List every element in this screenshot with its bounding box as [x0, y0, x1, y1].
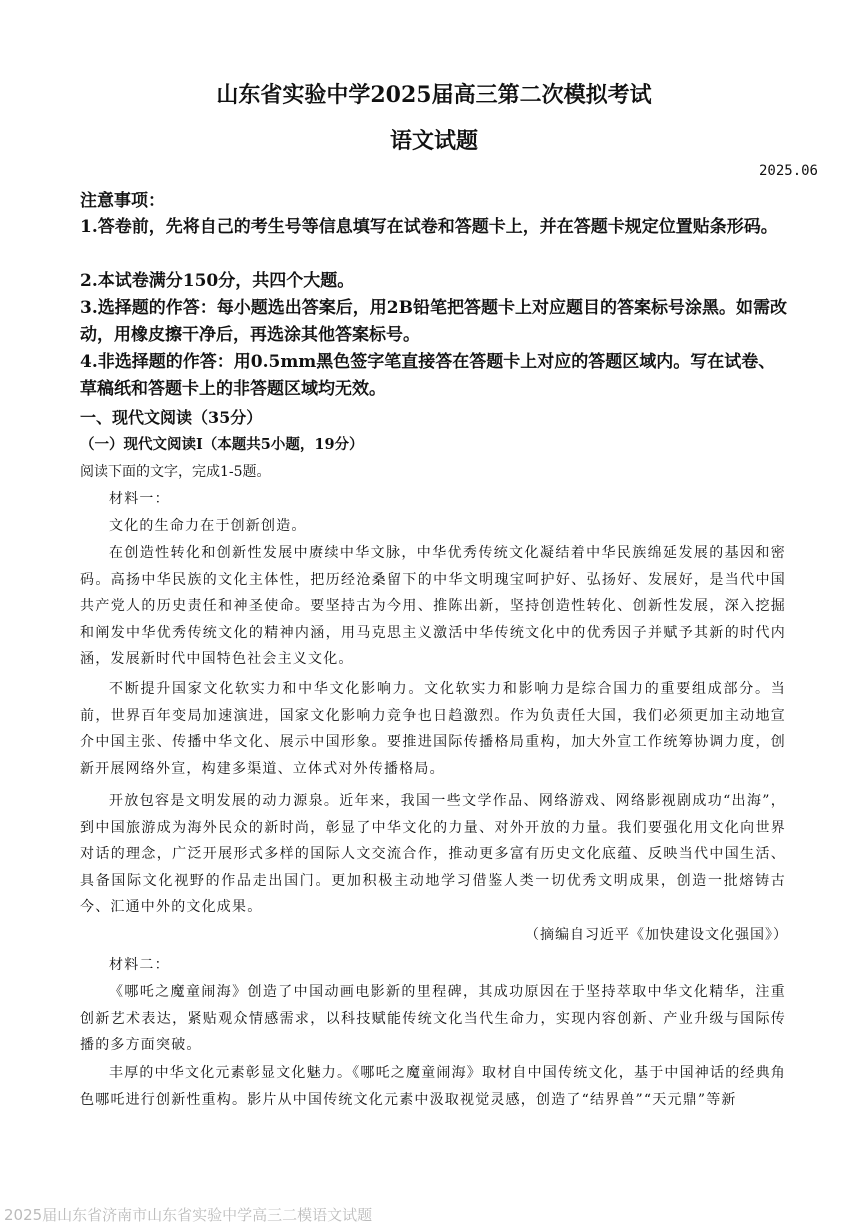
- exam-title: 山东省实验中学2025届高三第二次模拟考试: [216, 82, 652, 108]
- notice-heading: 注意事项：: [80, 191, 165, 211]
- paragraph: 不断提升国家文化软实力和中华文化影响力。文化软实力和影响力是综合国力的重要组成部分。当前，世界百年变局加速演进，国家文化影响力竞争也日趋激烈。作为负责任大国，我们必须更加主动地宣介中国主张、传播中华文化、展示中国形象。要推进国际传播格局重构，加大外宣工作统筹协调力度，创新开展网络外宣，构建多渠道、立体式对外传播格局。: [80, 681, 786, 777]
- notice-item: 3.选择题的作答：每小题选出答案后，用2B铅笔把答题卡上对应题目的答案标号涂黑。如需改动，用橡皮擦干净后，再选涂其他答案标号。: [80, 298, 787, 345]
- paragraph: 在创造性转化和创新性发展中赓续中华文脉，中华优秀传统文化凝结着中华民族绵延发展的基因和密码。高扬中华民族的文化主体性，把历经沧桑留下的中华文明瑰宝呵护好、弘扬好、发展好，是当代中国共产党人的历史责任和神圣使命。要坚持古为今用、推陈出新，坚持创造性转化、创新性发展，深入挖掘和阐发中华优秀传统文化的精神内涵，用马克思主义激活中华传统文化中的优秀因子并赋予其新的时代内涵，发展新时代中国特色社会主义文化。: [80, 545, 786, 667]
- material-label: 材料一：: [109, 491, 170, 507]
- paragraph: 丰厚的中华文化元素彰显文化魅力。《哪吒之魔童闹海》取材自中国传统文化，基于中国神话的经典角色哪吒进行创新性重构。影片从中国传统文化元素中汲取视觉灵感，创造了“结界兽”“天元鼎”等新: [80, 1065, 786, 1108]
- notice-item: 1.答卷前，先将自己的考生号等信息填写在试卷和答题卡上，并在答题卡规定位置贴条形码。: [80, 217, 778, 237]
- notice-item: 4.非选择题的作答：用0.5mm黑色签字笔直接答在答题卡上对应的答题区域内。写在试卷、草稿纸和答题卡上的非答题区域均无效。: [80, 352, 776, 399]
- reading-instruction: 阅读下面的文字，完成1-5题。: [80, 464, 271, 480]
- exam-date: 2025.06: [758, 163, 818, 179]
- material-topic: 文化的生命力在于创新创造。: [109, 518, 307, 534]
- material-label: 材料二：: [109, 957, 170, 973]
- exam-subtitle: 语文试题: [389, 128, 478, 154]
- footer-watermark: 2025届山东省济南市山东省实验中学高三二模语文试题: [4, 1206, 373, 1224]
- paragraph: 开放包容是文明发展的动力源泉。近年来，我国一些文学作品、网络游戏、网络影视剧成功“出海”，到中国旅游成为海外民众的新时尚，彰显了中华文化的力量、对外开放的力量。我们要强化用文化向世界对话的理念，广泛开展形式多样的国际人文交流合作，推动更多富有历史文化底蕴、反映当代中国生活、具备国际文化视野的作品走出国门。更加积极主动地学习借鉴人类一切优秀文明成果，创造一批熔铸古今、汇通中外的文化成果。: [80, 793, 786, 915]
- notice-item: 2.本试卷满分150分，共四个大题。: [80, 271, 355, 291]
- paragraph: 《哪吒之魔童闹海》创造了中国动画电影新的里程碑，其成功原因在于坚持萃取中华文化精华，注重创新艺术表达，紧贴观众情感需求，以科技赋能传统文化当代生命力，实现内容创新、产业升级与国际传播的多方面突破。: [80, 984, 786, 1053]
- subsection-heading: （一）现代文阅读Ⅰ（本题共5小题，19分）: [80, 436, 364, 453]
- section-heading: 一、现代文阅读（35分）: [80, 408, 263, 427]
- citation: （摘编自习近平《加快建设文化强国》）: [525, 927, 788, 943]
